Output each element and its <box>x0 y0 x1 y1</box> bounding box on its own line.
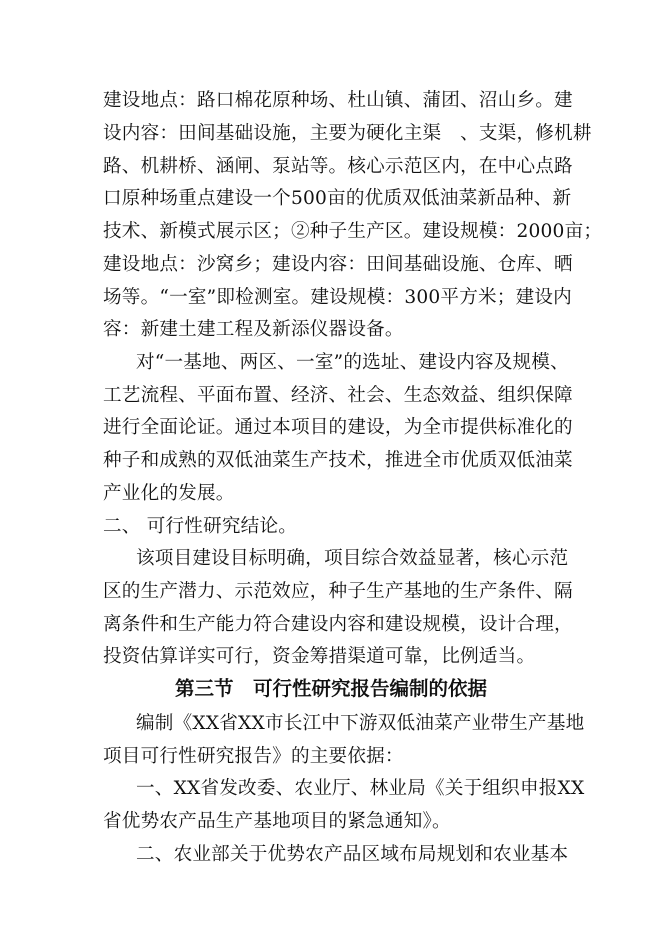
text-line: 省优势农产品生产基地项目的紧急通知》。 <box>103 811 451 832</box>
text-line: 该项目建设目标明确，项目综合效益显著，核心示范 <box>136 548 569 569</box>
text-line: 建设地点：沙窝乡；建设内容：田间基础设施、仓库、晒 <box>103 254 573 275</box>
section-heading-2: 二、 可行性研究结论。 <box>103 516 298 537</box>
text-line: 技术、新模式展示区；②种子生产区。建设规模：2000亩； <box>103 221 603 242</box>
text-line: 工艺流程、平面布置、经济、社会、生态效益、组织保障 <box>103 385 573 406</box>
section-heading: 第三节 可行性研究报告编制的依据 <box>174 677 487 700</box>
text-line: 进行全面论证。通过本项目的建设，为全市提供标准化的 <box>103 417 573 438</box>
text-line: 场等。“一室”即检测室。建设规模：300平方米；建设内 <box>103 287 572 308</box>
text-line: 容：新建土建工程及新添仪器设备。 <box>103 319 404 340</box>
text-line: 口原种场重点建设一个500亩的优质双低油菜新品种、新 <box>103 188 572 209</box>
text-line: 投资估算详实可行，资金筹措渠道可靠，比例适当。 <box>103 646 536 667</box>
text-line: 产业化的发展。 <box>103 483 235 504</box>
text-line: 建设地点：路口棉花原种场、杜山镇、蒲团、沼山乡。建 <box>103 90 573 111</box>
text-line: 路、机耕桥、涵闸、泵站等。核心示范区内，在中心点路 <box>103 156 573 177</box>
text-line: 设内容：田间基础设施，主要为硬化主渠 、支渠，修机耕 <box>103 123 592 144</box>
text-line: 项目可行性研究报告》的主要依据： <box>103 746 404 767</box>
text-line: 编制《XX省XX市长江中下游双低油菜产业带生产基地 <box>136 713 585 734</box>
text-line: 一、XX省发改委、农业厅、林业局《关于组织申报XX <box>136 778 585 799</box>
text-line: 离条件和生产能力符合建设内容和建设规模，设计合理， <box>103 614 573 635</box>
text-line: 种子和成熟的双低油菜生产技术，推进全市优质双低油菜 <box>103 450 573 471</box>
text-line: 对“一基地、两区、一室”的选址、建设内容及规模、 <box>136 352 569 373</box>
text-line: 二、农业部关于优势农产品区域布局规划和农业基本 <box>136 844 569 865</box>
text-line: 区的生产潜力、示范效应，种子生产基地的生产条件、隔 <box>103 581 573 602</box>
